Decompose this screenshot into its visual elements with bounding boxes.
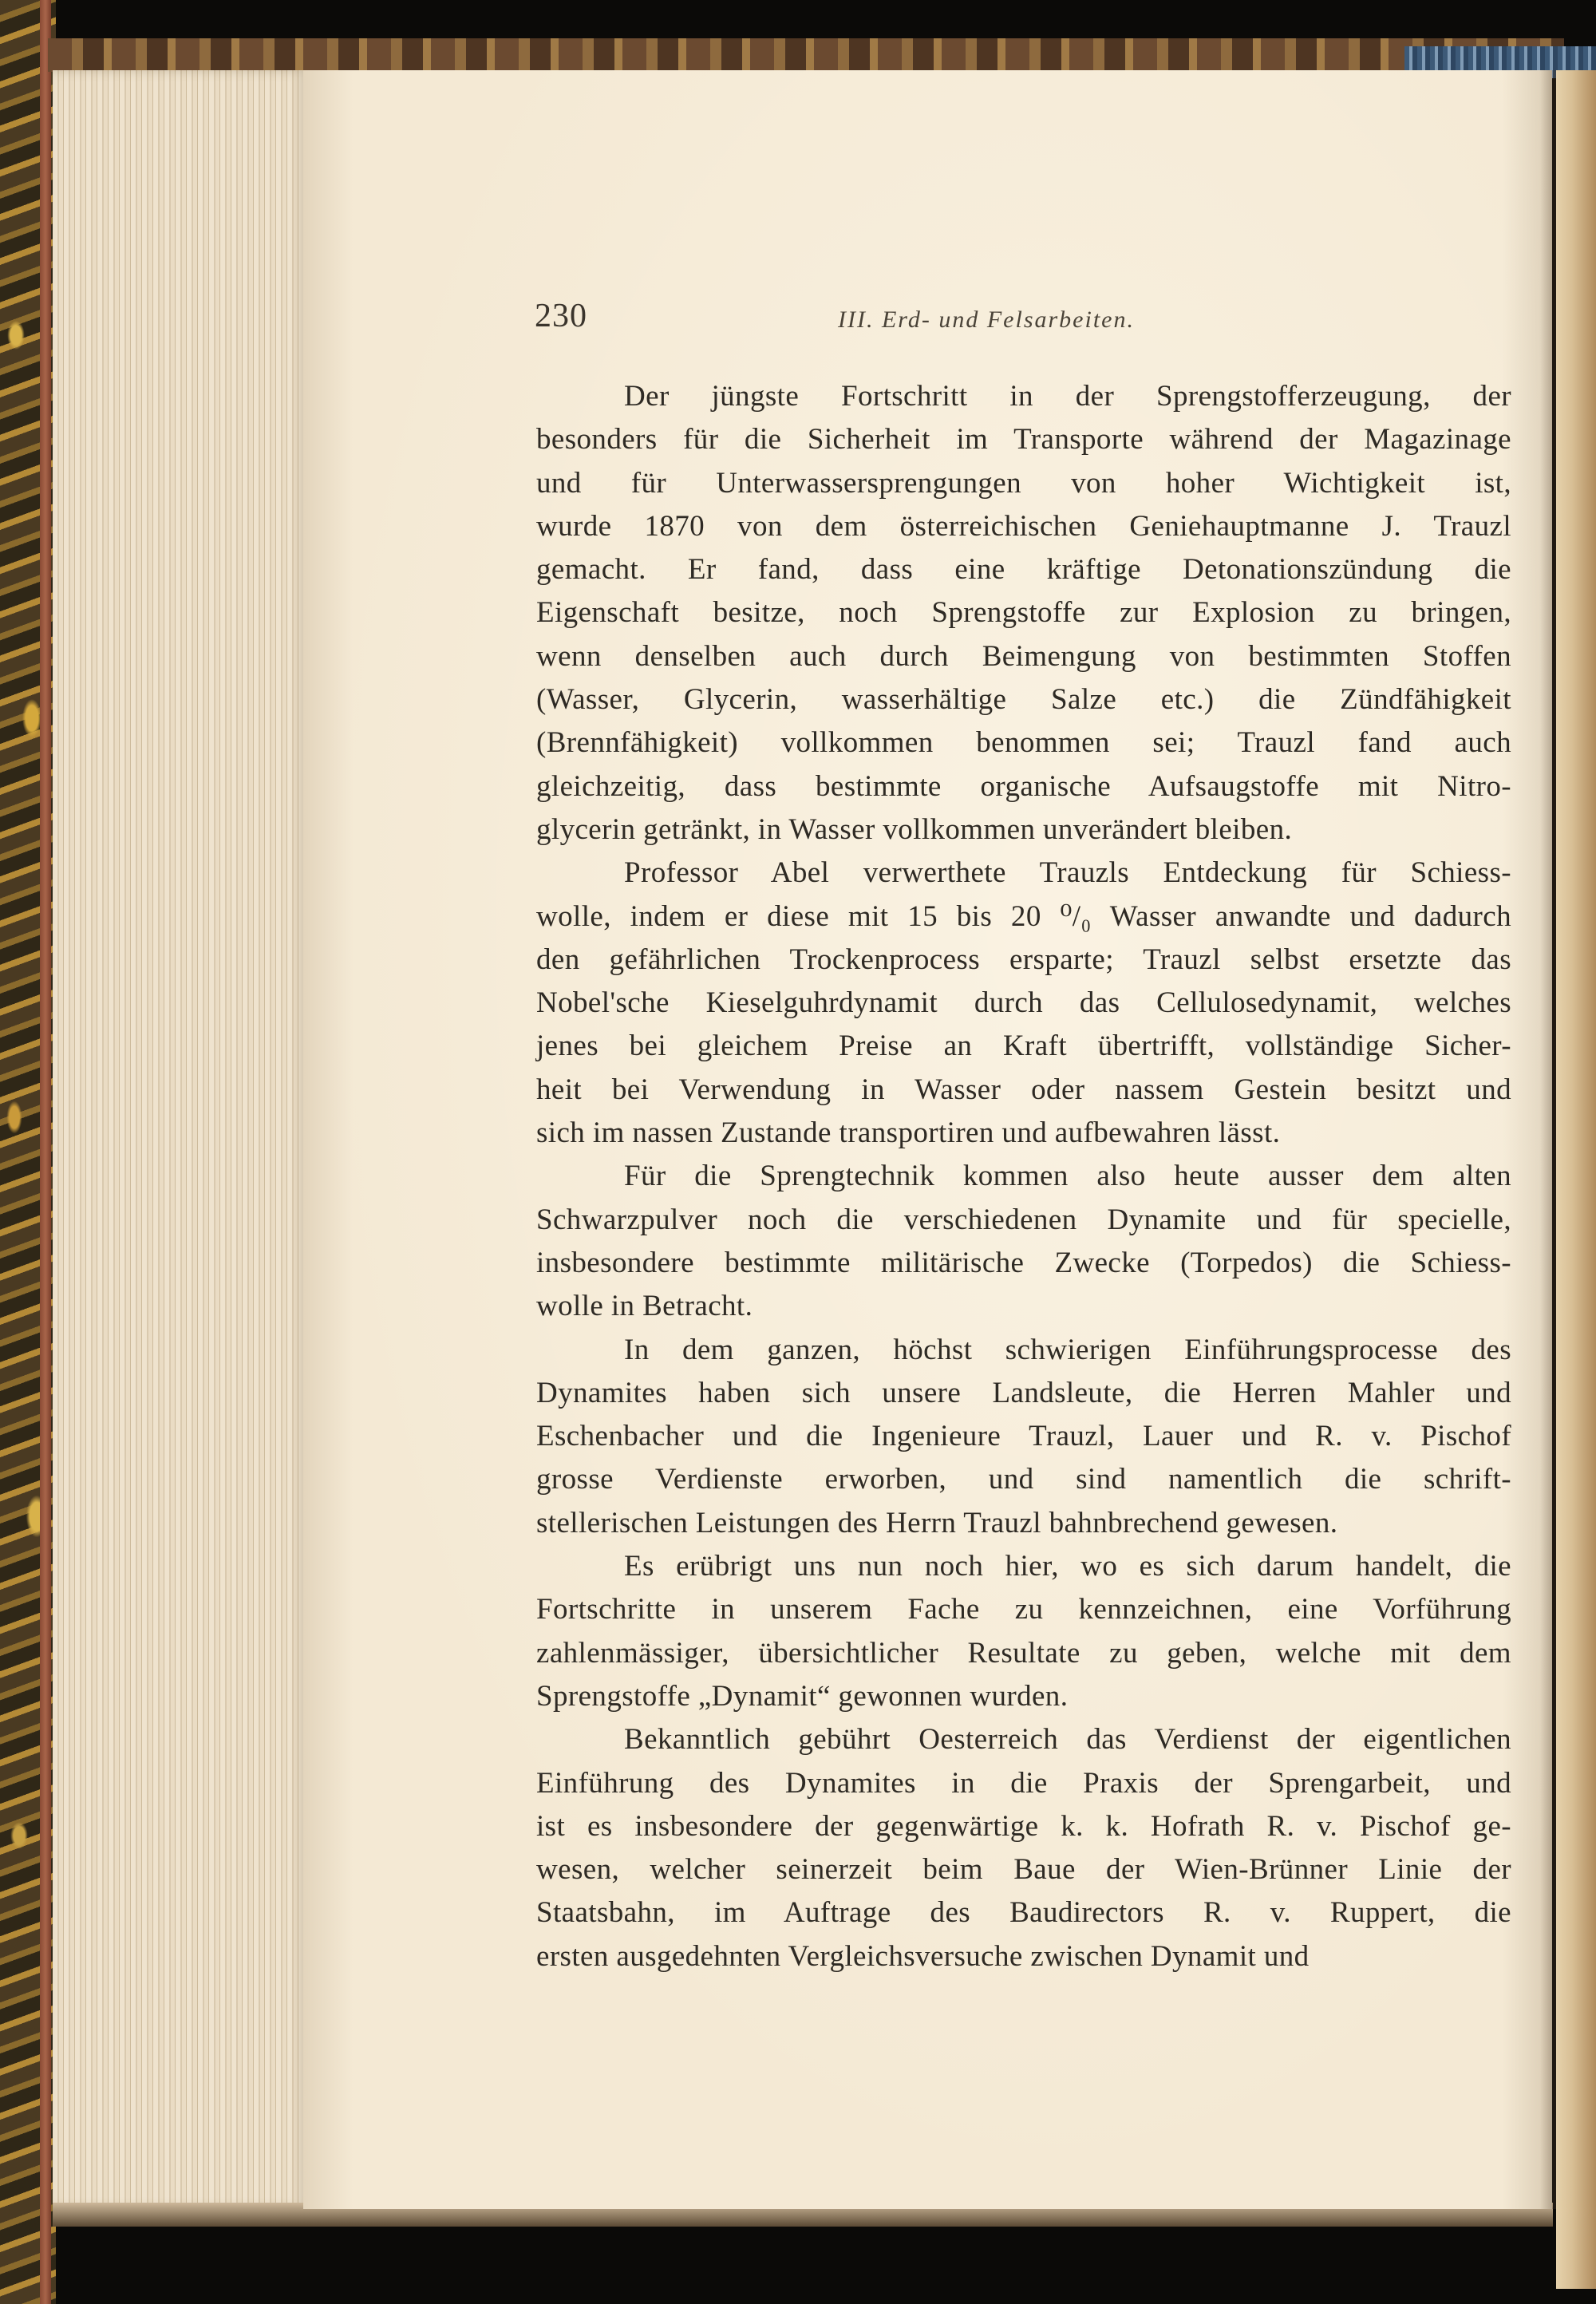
page-gutter-shadow bbox=[1540, 70, 1556, 2209]
text-line: zahlenmässiger, übersichtlicher Resultate zu geben, welche mit dem bbox=[536, 1636, 1511, 1670]
cover-board-right bbox=[1556, 70, 1596, 2289]
paragraph bbox=[536, 1545, 1511, 1718]
text-line: sich im nassen Zustande transportiren und aufbewahren lässt. bbox=[536, 1116, 1281, 1150]
text-line: wenn denselben auch durch Beimengung von bestimmten Stoffen bbox=[536, 639, 1511, 673]
text-line: wesen, welcher seinerzeit beim Baue der Wien-Brünner Linie der bbox=[536, 1853, 1511, 1887]
text-line: ersten ausgedehnten Vergleichsversuche zwischen Dynamit und bbox=[536, 1939, 1310, 1973]
text-line: (Wasser, Glycerin, wasserhältige Salze etc.) die Zündfähigkeit bbox=[536, 683, 1511, 717]
text-line: Dynamites haben sich unsere Landsleute, die Herren Mahler und bbox=[536, 1376, 1511, 1409]
page-number: 230 bbox=[535, 298, 587, 334]
text-line: besonders für die Sicherheit im Transporte während der Magazinage bbox=[536, 423, 1511, 456]
text-line: Fortschritte in unserem Fache zu kennzeichnen, eine Vorführung bbox=[536, 1593, 1511, 1626]
text-line: ist es insbesondere der gegenwärtige k. k. Hofrath R. v. Pischof ge- bbox=[536, 1809, 1511, 1843]
text-line: grosse Verdienste erworben, und sind namentlich die schrift- bbox=[536, 1463, 1511, 1496]
text-line: Schwarzpulver noch die verschiedenen Dynamite und für specielle, bbox=[536, 1203, 1511, 1236]
text-line: und für Unterwassersprengungen von hoher Wichtigkeit ist, bbox=[536, 466, 1511, 500]
paragraph bbox=[536, 375, 1511, 852]
text-line: Einführung des Dynamites in die Praxis der Sprengarbeit, und bbox=[536, 1766, 1511, 1800]
paragraph bbox=[536, 1155, 1511, 1328]
text-line: Eigenschaft besitze, noch Sprengstoffe zur Explosion zu bringen, bbox=[536, 596, 1511, 630]
body-text bbox=[536, 375, 1511, 1978]
text-line: gemacht. Er fand, dass eine kräftige Detonationszündung die bbox=[536, 553, 1511, 587]
text-line: Es erübrigt uns nun noch hier, wo es sich darum handelt, die bbox=[624, 1550, 1511, 1583]
text-line: gleichzeitig, dass bestimmte organische Aufsaugstoffe mit Nitro- bbox=[536, 769, 1511, 803]
text-line: Eschenbacher und die Ingenieure Trauzl, Lauer und R. v. Pischof bbox=[536, 1420, 1511, 1453]
text-line: wolle, indem er diese mit 15 bis 20 ⁰/₀ Wasser anwandte und dadurch bbox=[536, 899, 1511, 933]
text-line: heit bei Verwendung in Wasser oder nassem Gestein besitzt und bbox=[536, 1073, 1511, 1106]
paragraph bbox=[536, 852, 1511, 1155]
text-line: Der jüngste Fortschritt in der Sprengstofferzeugung, der bbox=[624, 380, 1511, 413]
section-title: III. Erd- und Felsarbeiten. bbox=[838, 306, 1135, 333]
text-line: wurde 1870 von dem österreichischen Geniehauptmanne J. Trauzl bbox=[536, 509, 1511, 543]
text-line: stellerischen Leistungen des Herrn Trauzl bahnbrechend gewesen. bbox=[536, 1506, 1338, 1539]
text-line: In dem ganzen, höchst schwierigen Einführungsprocesse des bbox=[624, 1333, 1511, 1366]
text-line: Sprengstoffe „Dynamit“ gewonnen wurden. bbox=[536, 1679, 1069, 1713]
paragraph bbox=[536, 1329, 1511, 1545]
cover-top-strip bbox=[48, 38, 1564, 72]
text-line: jenes bei gleichem Preise an Kraft übertrifft, vollständige Sicher- bbox=[536, 1029, 1511, 1063]
text-line: Nobel'sche Kieselguhrdynamit durch das Cellulosedynamit, welches bbox=[536, 986, 1511, 1020]
cover-edge-left bbox=[40, 0, 51, 2304]
running-head bbox=[535, 297, 1508, 345]
text-line: Staatsbahn, im Auftrage des Baudirectors R. v. Ruppert, die bbox=[536, 1896, 1511, 1930]
text-line: glycerin getränkt, in Wasser vollkommen unverändert bleiben. bbox=[536, 812, 1293, 846]
text-line: wolle in Betracht. bbox=[536, 1290, 753, 1323]
paragraph bbox=[536, 1718, 1511, 1978]
text-line: insbesondere bestimmte militärische Zwecke (Torpedos) die Schiess- bbox=[536, 1246, 1511, 1279]
text-line: (Brennfähigkeit) vollkommen benommen sei; Trauzl fand auch bbox=[536, 726, 1511, 760]
text-line: Professor Abel verwerthete Trauzls Entdeckung für Schiess- bbox=[624, 856, 1511, 890]
text-line: Bekanntlich gebührt Oesterreich das Verdienst der eigentlichen bbox=[624, 1723, 1511, 1757]
text-line: Für die Sprengtechnik kommen also heute ausser dem alten bbox=[624, 1160, 1511, 1193]
page-block-edges bbox=[53, 70, 308, 2209]
text-line: den gefährlichen Trockenprocess ersparte; Trauzl selbst ersetzte das bbox=[536, 943, 1511, 976]
